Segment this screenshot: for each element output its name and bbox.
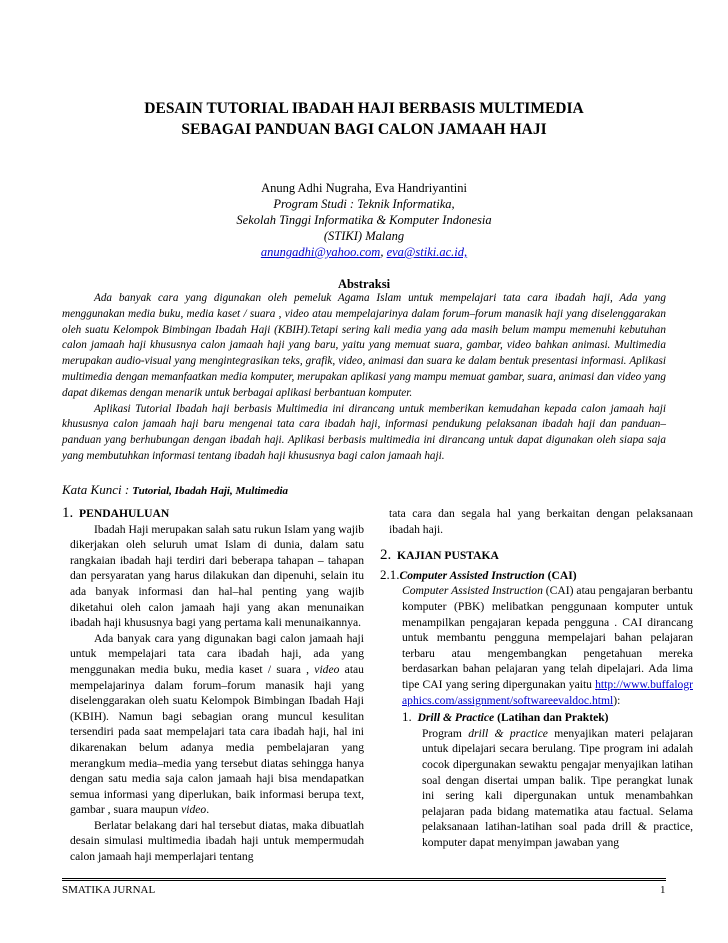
right-column <box>380 506 693 850</box>
subsection-1-subtitle: (Latihan dan Praktek) <box>494 711 609 725</box>
section-1-number: 1. <box>62 505 74 521</box>
affiliation-line3: (STIKI) Malang <box>323 229 405 243</box>
subsection-1-paragraph <box>380 726 693 851</box>
section-2-1-number: 2.1. <box>380 566 400 582</box>
footer-rule-bottom <box>62 880 666 881</box>
section-2-1-abbr: (CAI) <box>544 568 577 582</box>
section-1-paragraph-3: Berlatar belakang dari hal tersebut diatas, maka dibuatlah desain simulasi multimedia ibadah haji untuk mempermudah calon jamaah haji memperlajari tentang <box>70 818 364 864</box>
section-2-heading <box>380 548 693 564</box>
right-continuation-paragraph: tata cara dan segala hal yang berkaitan dengan pelaksanaan ibadah haji. <box>389 507 693 536</box>
keywords-label: Kata Kunci : <box>62 482 130 497</box>
section-1-paragraph-2 <box>70 631 364 818</box>
section-2-1-paragraph <box>380 583 693 708</box>
abstract <box>62 291 666 465</box>
abstract-heading: Abstraksi <box>337 277 391 291</box>
section-2-1-title: Computer Assisted Instruction <box>399 568 545 582</box>
cai-term: Computer Assisted Instruction <box>402 584 543 598</box>
email-separator: , <box>380 245 387 259</box>
left-column <box>62 506 364 865</box>
section-2-number: 2. <box>380 547 392 564</box>
p2-text-b: atau mempelajarinya dalam forum–forum manasik haji yang diselenggarakan oleh suatu Kelompok Bimbingan Ibadah Haji (KBIH). Namun bagi sebagian orang muncul kesulitan tersendiri pada saat mempelajari tata cara ibadah haji, hal ini dikarenakan belum adanya media pembelajaran yang merangkum media–media yang tersebut diatas sehingga hanya dengan satu media saja calon jamaah haji bisa mendapatkan semua informasi yang diperlukan, baik informasi berupa text, gambar , suara maupun <box>70 662 364 817</box>
email-link-2[interactable]: eva@stiki.ac.id, <box>386 245 468 259</box>
email-link-1[interactable]: anungadhi@yahoo.com <box>260 245 381 259</box>
p2-video-1: video <box>314 662 340 676</box>
section-1-title: PENDAHULUAN <box>79 507 170 520</box>
p2-text-a: Ada banyak cara yang digunakan bagi calon jamaah haji untuk mempelajari tata cara ibadah haji, ada yang menggunakan media buku, media kaset / suara , <box>70 631 364 676</box>
keywords <box>62 482 288 498</box>
subsection-1-heading <box>380 709 693 726</box>
drill-text-b: menyajikan materi pelajaran untuk dipelajari secara berulang. Tipe program ini adalah cocok dipergunakan sewaktu pengajar menyajikan latihan soal dengan disertai umpan balik. Tipe perangkat lunak ini sering kali dipergunakan untuk menambahkan pelajaran pada bidang matematika atau factual. Selama pelaksanaan latihan-latihan soal pada drill & practice, komputer dapat menyimpan jawaban yang <box>422 726 694 849</box>
abstract-paragraph-1: Ada banyak cara yang digunakan oleh pemeluk Agama Islam untuk mempelajari tata cara ibadah haji, Ada yang menggunakan media buku, media kaset / suara , video atau mempelajarinya dalam forum–forum manasik haji yang diselenggarakan oleh suatu Kelompok Bimbingan Ibadah Haji (KBIH).Tetapi sering kali media yang ada masih belum mampu memenuhi kebutuhan calon jamaah haji khususnya calon jamaah haji yang baru, yaitu yang memuat suara, gambar, video bahkan animasi. Multimedia merupakan audio-visual yang mengintegrasikan teks, grafik, video, animasi dan suara ke dalam bentuk presentasi informasi. Aplikasi multimedia dengan memanfaatkan media komputer, merupakan aplikasi yang mampu memuat gambar, suara, animasi dan video yang dapat dikemas dengan menarik untuk berbagai aplikasi berbantuan komputer. <box>62 292 666 399</box>
keywords-text: Tutorial, Ibadah Haji, Multimedia <box>132 485 289 497</box>
cai-text-end: ): <box>613 693 621 707</box>
section-1-paragraph-1: Ibadah Haji merupakan salah satu rukun Islam yang wajib dikerjakan oleh seluruh umat Islam di dunia, dalam satu rangkaian ibadah haji terdiri dari beberapa tahapan – tahapan dan persyaratan yang harus dilakukan dan dipenuhi, selain itu ada banyak informasi dan hal–hal penting yang wajib diketahui oleh calon jamaah haji yang akan menunaikan ibadah haji khususnya bagi yang pertama kali menunaikannya. <box>70 522 364 630</box>
section-1-heading <box>62 506 364 522</box>
p2-video-2: video <box>181 803 207 817</box>
footer-rule-top <box>62 878 666 879</box>
subsection-1-title: Drill & Practice <box>417 711 495 725</box>
section-1-body <box>62 522 364 865</box>
subsection-1-number: 1. <box>402 709 412 725</box>
paper-title-line1: DESAIN TUTORIAL IBADAH HAJI BERBASIS MULTIMEDIA <box>144 100 584 117</box>
affiliation-line2: Sekolah Tinggi Informatika & Komputer Indonesia <box>236 213 492 227</box>
reference-link[interactable]: http://www.buffalographics.com/assignment/softwareevaldoc.html <box>402 677 693 707</box>
affiliation-line1: Program Studi : Teknik Informatika, <box>273 197 455 211</box>
authors: Anung Adhi Nugraha, Eva Handriyantini <box>261 181 467 195</box>
section-2-1-heading <box>380 567 693 584</box>
section-2-title: KAJIAN PUSTAKA <box>397 549 499 563</box>
abstract-paragraph-2: Aplikasi Tutorial Ibadah haji berbasis Multimedia ini dirancang untuk memberikan kemudahan kepada calon jamaah haji khususnya calon jamaah haji baru mengenai tata cara ibadah haji, informasi pendukung pelaksanan ibadah haji dan panduan–panduan yang berhubungan dengan ibadah haji. Aplikasi berbasis multimedia ini dirancang untuk dapat digunakan oleh siapa saja yang membutuhkan informasi tentang ibadah haji khususnya bagi calon jamaah haji. <box>62 402 666 462</box>
p2-text-c: . <box>206 803 210 817</box>
paper-title-line2: SEBAGAI PANDUAN BAGI CALON JAMAAH HAJI <box>181 121 547 138</box>
footer-journal-name: SMATIKA JURNAL <box>62 884 156 896</box>
drill-text-a: Program <box>422 726 469 740</box>
cai-text: (CAI) atau pengajaran berbantu komputer (PBK) melibatkan penggunaan komputer untuk menampilkan pengajaran kepada pengguna . CAI dirancang untuk membantu pengguna mempelajari bahan pelajaran terbaru atau mengembangkan pengetahuan mereka berdasarkan bahan pelajaran yang telah dipelajari. Ada lima tipe CAI yang sering dipergunakan yaitu <box>402 584 693 691</box>
footer-page-number: 1 <box>660 884 666 896</box>
emails <box>0 244 728 260</box>
drill-term: drill & practice <box>468 726 548 740</box>
